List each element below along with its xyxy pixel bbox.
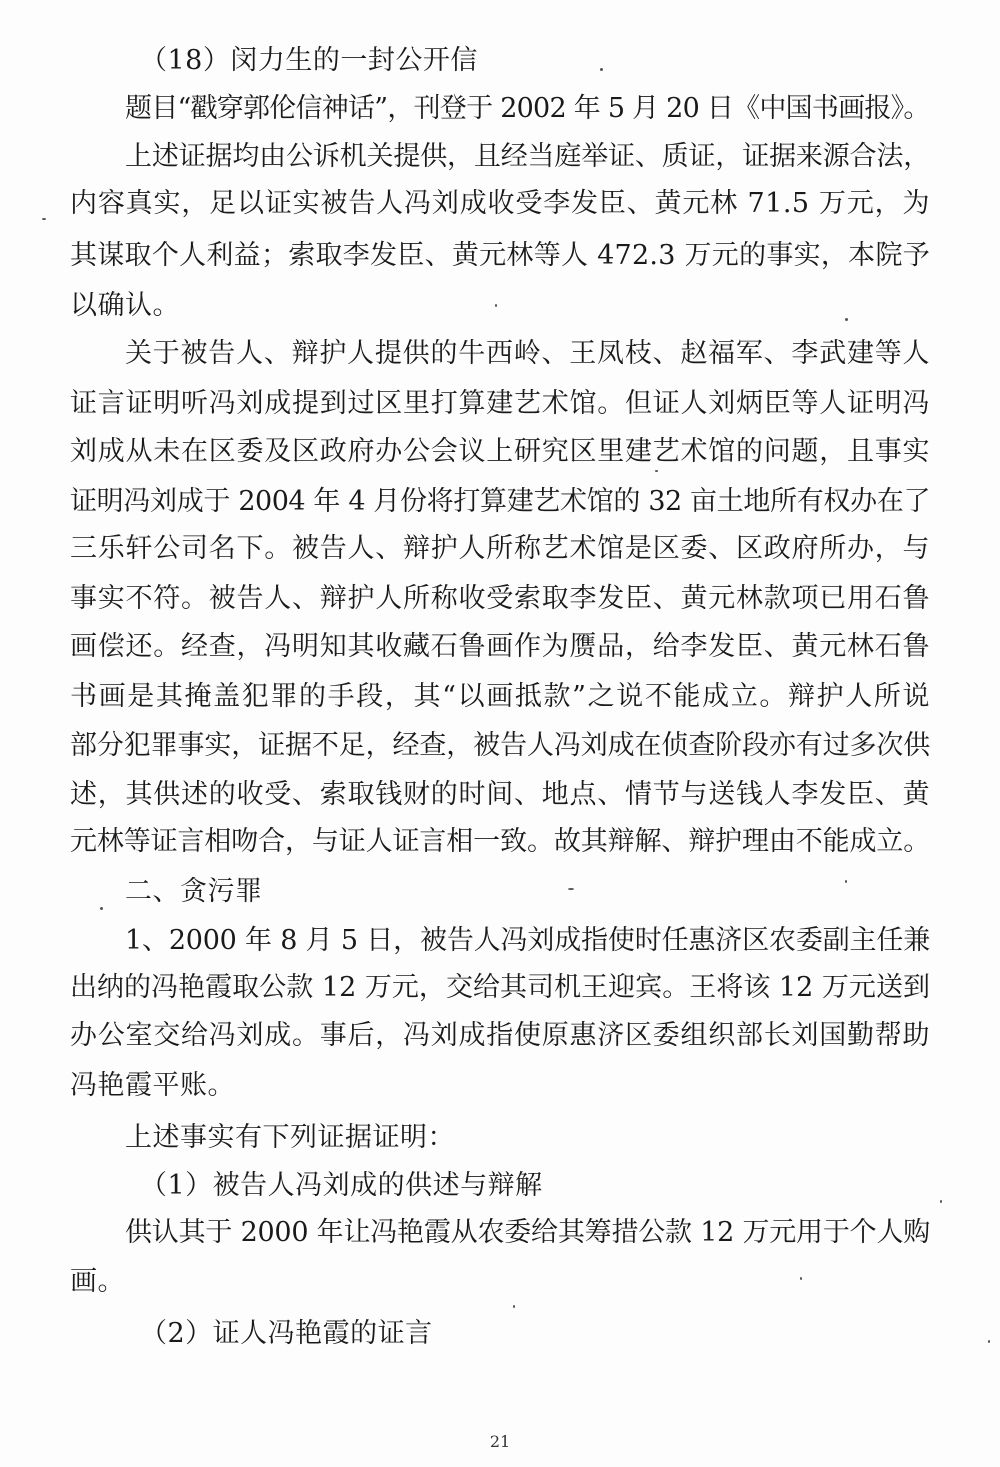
page-number: 21 — [489, 1432, 511, 1451]
evidence-item-2-heading: （2）证人冯艳霞的证言 — [140, 1318, 433, 1349]
paragraph-line: 事实不符。被告人、辩护人所称收受索取李发臣、黄元林款项已用石鲁 — [70, 583, 930, 614]
evidence-item-18-title: 题目“戳穿郭伦信神话”，刊登于 2002 年 5 月 20 日《中国书画报》。 — [125, 93, 930, 124]
scan-speck — [513, 1305, 515, 1308]
paragraph-line: 上述证据均由公诉机关提供，且经当庭举证、质证，证据来源合法， — [125, 141, 930, 172]
paragraph-line: 刘成从未在区委及区政府办公会议上研究区里建艺术馆的问题，且事实 — [70, 436, 930, 467]
scan-speck — [655, 470, 658, 472]
paragraph-line: 冯艳霞平账。 — [70, 1070, 235, 1101]
scan-speck — [845, 880, 847, 883]
scan-speck — [800, 1277, 802, 1280]
paragraph-line: 供认其于 2000 年让冯艳霞从农委给其筹措公款 12 万元用于个人购 — [125, 1217, 930, 1248]
scan-speck — [988, 1340, 990, 1343]
paragraph-line: 述，其供述的收受、索取钱财的时间、地点、情节与送钱人李发臣、黄 — [70, 779, 930, 810]
paragraph-line: 三乐轩公司名下。被告人、辩护人所称艺术馆是区委、区政府所办，与 — [70, 533, 930, 564]
paragraph-line: 办公室交给冯刘成。事后，冯刘成指使原惠济区委组织部长刘国勤帮助 — [70, 1020, 930, 1051]
paragraph-line: 部分犯罪事实，证据不足，经查，被告人冯刘成在侦查阶段亦有过多次供 — [70, 730, 930, 761]
scan-speck — [940, 1200, 942, 1203]
paragraph-line: 出纳的冯艳霞取公款 12 万元，交给其司机王迎宾。王将该 12 万元送到 — [70, 972, 930, 1003]
paragraph-line: 1、2000 年 8 月 5 日，被告人冯刘成指使时任惠济区农委副主任兼 — [125, 925, 930, 956]
scan-speck — [568, 888, 574, 890]
scan-speck — [600, 68, 603, 71]
paragraph-line: 书画是其掩盖犯罪的手段，其“以画抵款”之说不能成立。辩护人所说 — [70, 681, 930, 712]
section-heading: 二、贪污罪 — [125, 876, 263, 907]
paragraph-line: 以确认。 — [70, 290, 180, 321]
paragraph-line: 画。 — [70, 1266, 125, 1297]
paragraph-line: 关于被告人、辩护人提供的牛西岭、王凤枝、赵福军、李武建等人 — [125, 338, 930, 369]
paragraph-line: 内容真实，足以证实被告人冯刘成收受李发臣、黄元林 71.5 万元，为 — [70, 188, 930, 219]
evidence-item-18-heading: （18）闵力生的一封公开信 — [140, 45, 478, 76]
paragraph-line: 证明冯刘成于 2004 年 4 月份将打算建艺术馆的 32 亩土地所有权办在了 — [70, 486, 930, 517]
scan-speck — [42, 218, 46, 220]
scan-speck — [845, 318, 848, 321]
scan-speck — [495, 304, 497, 307]
scan-speck — [100, 907, 103, 910]
paragraph-line: 上述事实有下列证据证明： — [125, 1122, 455, 1153]
evidence-item-1-heading: （1）被告人冯刘成的供述与辩解 — [140, 1170, 543, 1201]
paragraph-line: 其谋取个人利益；索取李发臣、黄元林等人 472.3 万元的事实，本院予 — [70, 240, 930, 271]
paragraph-line: 画偿还。经查，冯明知其收藏石鲁画作为赝品，给李发臣、黄元林石鲁 — [70, 631, 930, 662]
paragraph-line: 证言证明听冯刘成提到过区里打算建艺术馆。但证人刘炳臣等人证明冯 — [70, 388, 930, 419]
paragraph-line: 元林等证言相吻合，与证人证言相一致。故其辩解、辩护理由不能成立。 — [70, 826, 930, 857]
